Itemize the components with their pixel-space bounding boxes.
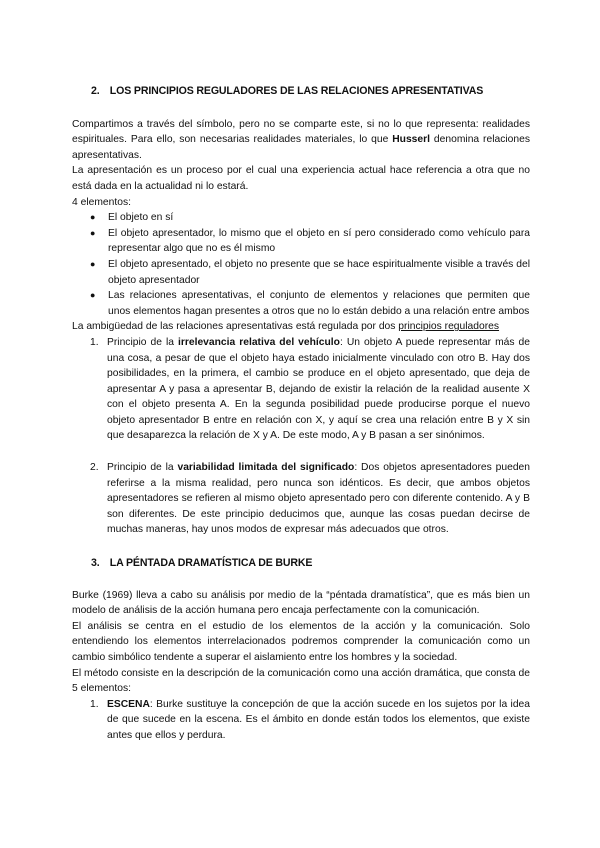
- document-content: [72, 84, 530, 744]
- bullet-item: [90, 226, 530, 257]
- section-2-paragraph-1: [72, 117, 530, 164]
- bullet-icon: ●: [90, 212, 96, 223]
- bullet-icon: ●: [90, 290, 96, 301]
- paragraph-text: La ambigüedad de las relaciones apresentativas está regulada por dos: [72, 321, 399, 333]
- section-3-heading: [72, 556, 530, 572]
- section-3-paragraph-1: Burke (1969) lleva a cabo su análisis por medio de la “péntada dramatística”, que es más bien un modelo de análisis de la acción humana pero encaja perfectamente con la comunicación.: [72, 589, 530, 617]
- section-2-paragraph-3: 4 elementos:: [72, 196, 131, 208]
- bullet-text: El objeto apresentado, el objeto no presente que se hace espiritualmente visible a través del objeto apresentador: [108, 258, 530, 286]
- bullet-icon: ●: [90, 258, 96, 269]
- list-number: 2.: [90, 462, 99, 474]
- section-3-title: LA PÉNTADA DRAMATÍSTICA DE BURKE: [109, 557, 313, 570]
- section-3-paragraph-3: El método consiste en la descripción de la comunicación como una acción dramática, que consta de 5 elementos:: [72, 667, 530, 695]
- section-3-paragraph-2: El análisis se centra en el estudio de los elementos de la acción y la comunicación. Solo entendiendo los elementos interrelacionados podremos comprender la comunicación como un cambio simbólico tendente a superar el aislamiento entre los hombres y la sociedad.: [72, 620, 530, 663]
- principle-prefix: Principio de la: [107, 336, 178, 348]
- bullet-item: [90, 288, 530, 319]
- bold-text: Husserl: [392, 134, 431, 146]
- section-2-heading: [72, 84, 530, 100]
- paragraph-text: Compartimos a través del símbolo, pero no se comparte este, si no lo que representa: realidades espirituales. Para ello, son necesarias realidades materiales, lo que: [72, 118, 530, 146]
- bullet-text: El objeto en sí: [108, 212, 174, 224]
- pentad-elements-list: [72, 697, 530, 744]
- section-2-number: 2.: [91, 85, 100, 97]
- paragraph-text: denomina relaciones apresentativas.: [72, 134, 530, 161]
- section-3-number: 3.: [91, 557, 100, 570]
- bullet-text: El objeto apresentador, lo mismo que el objeto en sí pero considerado como vehículo para representar algo que no es él mismo: [108, 227, 530, 255]
- bullet-icon: ●: [90, 227, 96, 238]
- principle-text: : Un objeto A puede representar más de una cosa, a pesar de que el objeto haya estado inicialmente vinculado con otro B. Hay dos posibilidades, en la primera, el cambio se produce en el objeto apresentado, que deja de apresentar A y pasa a apresentar B, dejando de existir la relación de la realidad ausente X con el objeto presenta A. En la segunda posibilidad puede producirse porque el nuevo objeto apresentador B entre en relación con X, y aquí se crea una relación entre B y X sin que desaparezca la relación de X y A. De este modo, A y B pasan a ser sinónimos.: [107, 336, 531, 442]
- pentad-element-text: : Burke sustituye la concepción de que la acción sucede en los sujetos por la idea de que sucede en la escena. Es el ámbito en donde están todos los elementos, que existe antes que ellos y perdura.: [107, 698, 530, 741]
- principle-name: variabilidad limitada del significado: [177, 462, 355, 474]
- pentad-element-name: ESCENA: [107, 698, 150, 710]
- elements-bullet-list: [72, 210, 530, 319]
- list-number: 1.: [90, 336, 99, 348]
- principle-prefix: Principio de la: [107, 462, 178, 474]
- section-2-title: LOS PRINCIPIOS REGULADORES DE LAS RELACIONES APRESENTATIVAS: [109, 85, 484, 97]
- principle-text: : Dos objetos apresentadores pueden referirse a la misma realidad, pero nunca son idénticos. Es decir, que ambos objetos apresentadores se refieren al mismo objeto apresentado pero con diferente contenido. A y B son diferentes. De este principio deducimos que, aunque las cosas puedan decirse de muchas maneras, hay unos modos de expresar más adecuados que otros.: [107, 462, 530, 536]
- principle-name: irrelevancia relativa del vehículo: [177, 336, 340, 348]
- list-number: 1.: [90, 698, 99, 710]
- principle-item: [90, 460, 530, 538]
- principle-item: [90, 335, 530, 444]
- bullet-item: [90, 257, 530, 288]
- principles-list: [72, 335, 530, 538]
- bullet-item: [90, 210, 530, 226]
- list-spacer: [90, 444, 530, 460]
- bullet-text: Las relaciones apresentativas, el conjunto de elementos y relaciones que permiten que unos elementos hagan presentes a otros que no lo están debido a una relación entre ambos: [108, 290, 530, 317]
- section-2-paragraph-4: [72, 319, 530, 335]
- section-2-paragraph-2: La apresentación es un proceso por el cual una experiencia actual hace referencia a otra que no está dada en la actualidad ni lo estará.: [72, 165, 530, 192]
- underlined-text: principios reguladores: [398, 321, 500, 333]
- pentad-item: [90, 697, 530, 744]
